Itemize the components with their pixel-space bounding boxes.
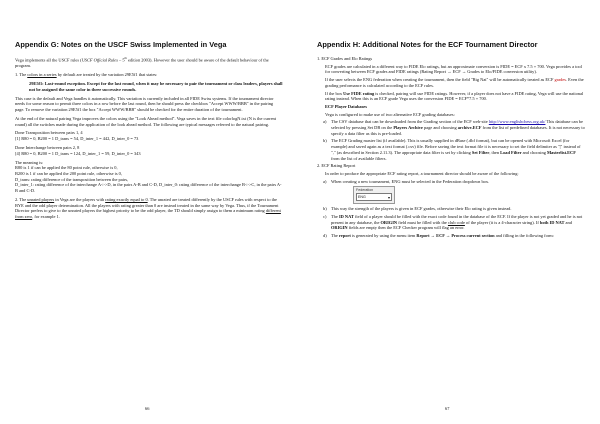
rule-29e5f1-quote: 29E5f1: Last-round exception. Except for the last round, when it may be necessary to pair the tournament or class leaders, players shall not be assigned the same color in three successive rounds.	[29, 80, 283, 92]
intro-paragraph: Vega implements all the USCF rules (USCF Official Rules – 5th edition 2003). However the user should be aware of the default behaviour of the program.	[15, 56, 269, 69]
federation-dropdown-figure	[353, 186, 395, 204]
ecf-databases-intro: Vega is configured to make use of two alternative ECF grading databases:	[325, 111, 455, 117]
meaning-line: R80 is 1 if can be applied the 80 point rule, otherwise is 0,	[15, 165, 118, 171]
page-number: 66	[145, 406, 150, 411]
meaning-line: The meaning is:	[15, 159, 44, 165]
item-2: 2. The unrated players in Vega are the players with rating exactly equal to 0. The unrated are treated differently by the USCF rules with respect to the BYE and the odd player determination. All the players with rating greater than 0 are instead treated in the same way by Vega. Thus, if the Tournament Director prefers to give to the unrated players the highest priority to be the odd player, the TD should simply assign to them a minimum rating different from zero, for example 1.	[15, 197, 281, 220]
section-1-para-2: If the user selects the ENG federation when creating the tournament, then the field "Rtg Nat" will be automatically treated as ECF grades. Even the grading performance is calculated according to the ECF rules.	[325, 77, 584, 88]
ecf-website-link[interactable]: http://www.englishchess.org.uk/	[488, 119, 546, 125]
section-1-para-3: If the box Use FIDE rating is checked, pairing will use FIDE ratings. However, if a player does not have a FIDE rating, Vega will use the national rating instead. When this is an ECF grade Vega uses the conversion FIDE = ECF*7.5 + 700.	[325, 90, 584, 102]
database-option-a: a) The CSV database that can be downloaded from the Grading section of the ECF web-site http://www.englishchess.org.uk/ This database can be selected by pressing Set DB on the Players Archive page and choosing archive.ECF from the list of predefined databases. It is not necessary to specify a data filter as this is pre-loaded.	[323, 119, 585, 136]
ecf-databases-heading: ECF Player Databases	[325, 103, 367, 109]
appendix-h-body	[317, 56, 585, 239]
section-2-intro: In order to produce the appropriate ECF rating report, a tournament director should be aware of the following:	[325, 170, 519, 176]
meaning-line: D_inter_1: rating difference of the interchange A<->D, in the pairs A-B and C-D, D_inter_0: rating difference of the interchange B<->C, in the pairs A-B and C-D.	[15, 182, 282, 194]
chevron-down-icon: ▾	[387, 194, 390, 200]
section-1-para-1: ECF grades are calculated in a different way to FIDE Elo ratings, but an approximate conversion is FIDE = ECF x 7.5 + 700. Vega provides a tool for converting between ECF grades and FIDE ratings (Rating Report → ECF → Grades to Elo/FIDE conversion utility).	[325, 63, 582, 75]
transposition-line: [1] R80 = 0, B200 = 1 D_trans = 54, D_inter_1 = 442, D_inter_0 = 73	[15, 136, 139, 142]
item-1: 1. The colors in a series by default are treated by the variation 29E5f1 that states:	[15, 72, 158, 78]
appendix-h-title: Appendix H: Additional Notes for the ECF Tournament Director	[317, 40, 538, 49]
section-1-title: 1. ECF Grades and Elo Ratings	[317, 56, 373, 61]
section-2-title: 2. ECF Rating Report	[317, 163, 356, 169]
page-67	[300, 0, 600, 424]
federation-label: Federation	[356, 188, 374, 193]
meaning-line: D_trans: rating difference of the transposition between the pairs,	[15, 176, 129, 182]
appendix-g-title: Appendix G: Notes on the USCF Swiss Implemented in Vega	[15, 40, 227, 49]
federation-select[interactable]	[356, 193, 392, 201]
paragraph-look-ahead: At the end of the natural pairing Vega improves the colors using the "Look Ahead method". Vega saves in the text file colorlogN.txt (N is the current round) all the switches made during the application of the look ahead method. The following are typical messages referred to the natural pairing.	[15, 115, 276, 127]
transposition-title: Done Transposition between pairs 1, 4	[15, 130, 83, 136]
section-2-item-b: b) This way the strength of the players is given in ECF grades, otherwise their Elo rating is given instead.	[323, 206, 512, 212]
federation-value: ENG	[358, 195, 366, 200]
section-2-item-a: a) When creating a new tournament, ENG must be selected in the Federation dropdown box.	[323, 178, 490, 184]
meaning-line: B200 is 1 if can be applied the 200 point rule, otherwise is 0,	[15, 171, 122, 177]
page-number: 67	[445, 406, 450, 411]
paragraph-default-case: This case is the default and Vega handles it automatically. This variation is currently included in all FIDE Swiss systems. If the tournament director needs for some reason to permit three colors in a row before the last round, then he should press the checkbox "Accept WWW/BBB" in the pairing page. To remove the variation 29E5f1 the box "Accept WWW/BBB" should be checked for the entire duration of the tournament.	[15, 95, 274, 112]
section-2-item-c: c) The ID NAT field of a player should be filled with the exact code found in the database of the ECF. If the player is not yet graded and he is not present in any database, the ORIGIN field must be filled with the club code of the player (it is a 4-character string). If both ID NAT and ORIGIN fields are empty then the ECF Checker program will flag an error.	[323, 214, 583, 231]
interchange-title: Done Interchange between pairs 2, 8	[15, 145, 80, 151]
appendix-g-body	[15, 56, 283, 220]
database-option-b: b) The ECF Grading master list (if available). This is usually supplied in dBase (.dbf format), but can be opened with Microsoft Excel (for example) and saved again as a text format (.csv) file. Before saving the text format file it is necessary to set the field delimiter as "|" instead of "," (as described in Section 2.11.3). The appropriate data filter is set by clicking Set Filter, then Load Filter and choosing Masterlist.ECF from the list of available filters.	[323, 138, 581, 161]
interchange-line: [4] R80 = 0, B200 = 1 D_trans = 124, D_inter_1 = 59, D_inter_0 = 343	[15, 150, 141, 156]
section-2-item-d: d) The report is generated by using the menu item Report → ECF → Process current section and filling in the following form:	[323, 233, 554, 239]
